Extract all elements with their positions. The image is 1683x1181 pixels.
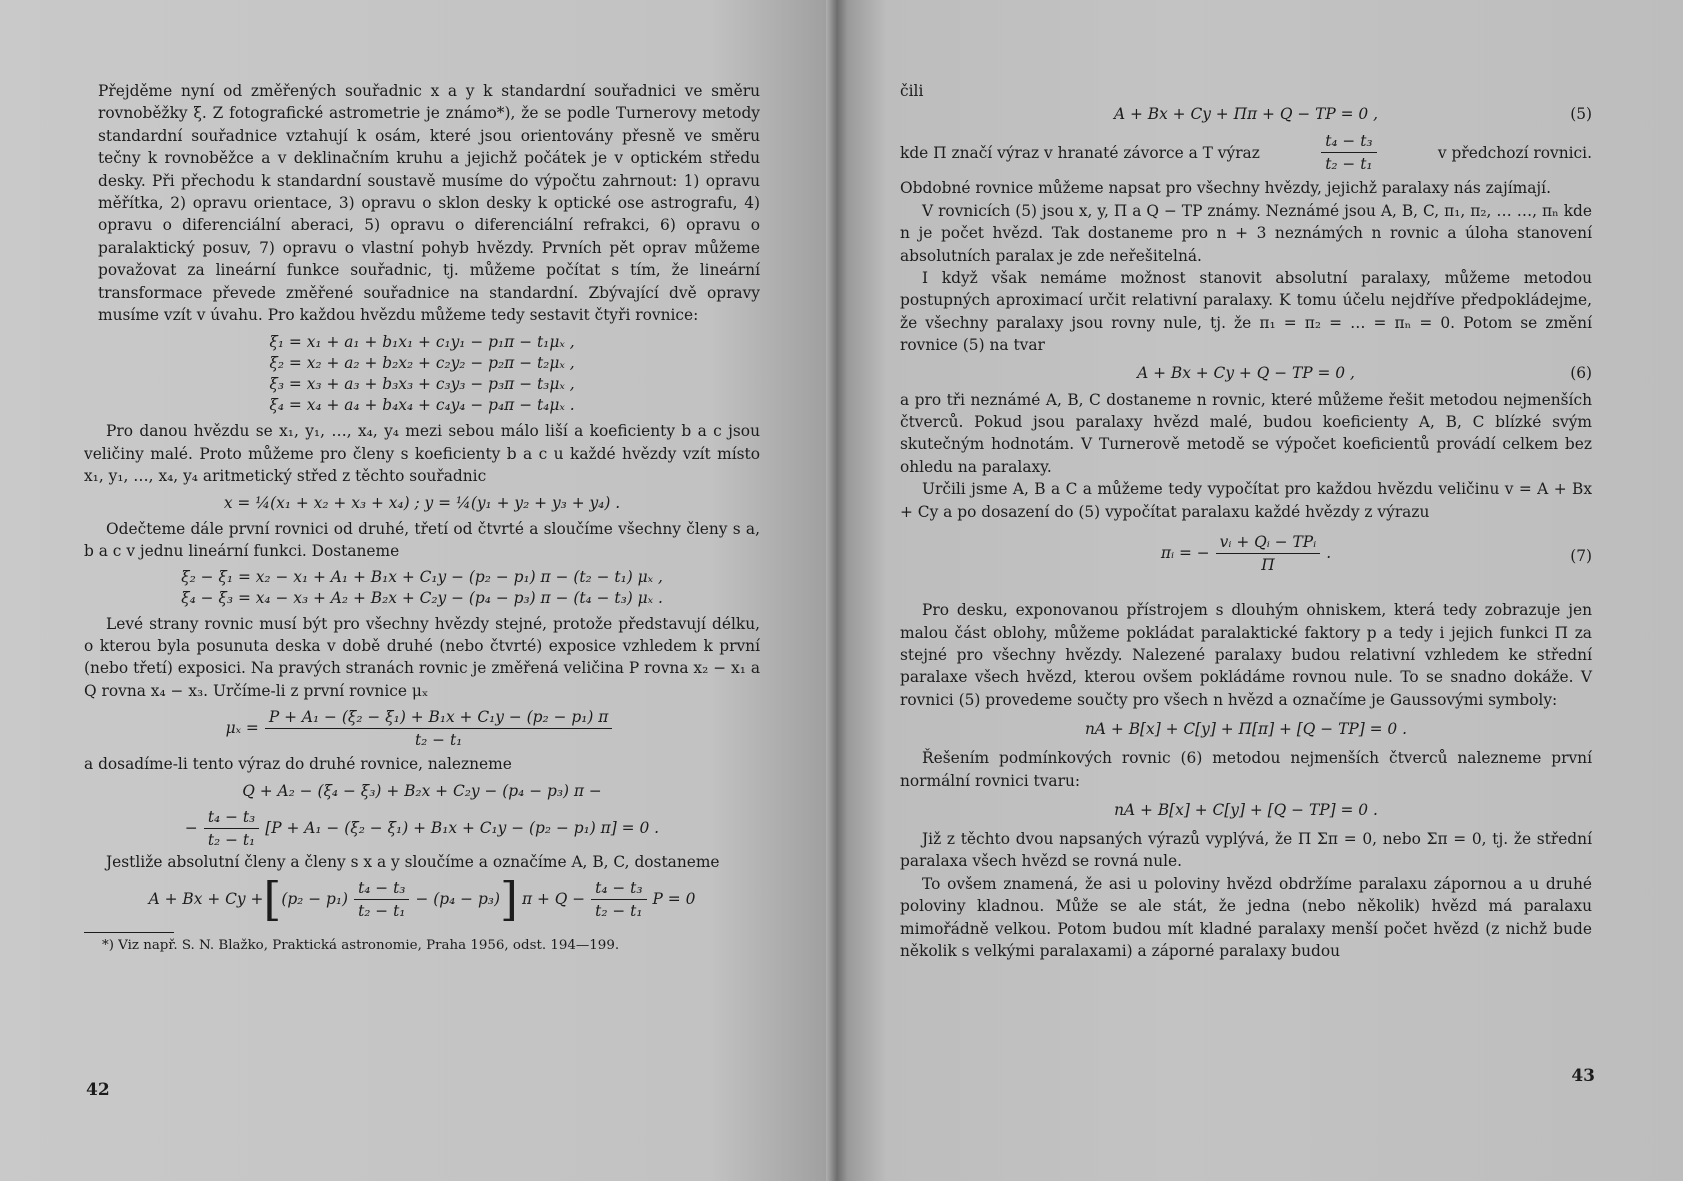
fraction (204, 806, 259, 851)
equation-mu (84, 706, 760, 751)
fraction-numerator: P + A₁ − (ξ₂ − ξ₁) + B₁x + C₁y − (p₂ − p₁) π (265, 706, 613, 729)
paragraph: a pro tři neznámé A, B, C dostaneme n rovnic, které můžeme řešit metodou nejmenších čtverců. Pokud jsou paralaxy hvězd malé, budou koeficienty A, B, C blízké svým skutečným hodnotám. V Turnerově metodě se výpočet koeficientů provádí celkem bez ohledu na paralaxy. (900, 390, 1592, 476)
equation-6 (900, 361, 1592, 385)
fraction-numerator: t₄ − t₃ (354, 877, 409, 900)
equation-gauss-1 (900, 717, 1592, 741)
paragraph: I když však nemáme možnost stanovit absolutní paralaxy, můžeme metodou postupných aproximací určit relativní paralaxy. K tomu účelu nejdříve předpokládejme, že všechny paralaxy jsou rovny nule, tj. že π₁ = π₂ = … = πₙ = 0. Potom se změní rovnice (5) na tvar (900, 269, 1592, 355)
paragraph-part: kde Π značí výraz v hranaté závorce a T výraz (900, 143, 1260, 162)
paragraph (900, 130, 1592, 175)
paragraph: V rovnicích (5) jsou x, y, Π a Q − TP známy. Neznámé jsou A, B, C, π₁, π₂, … …, πₙ kde n je počet hvězd. Tak dostaneme pro n + 3 neznámých n rovnic a úloha stanovení absolutních paralax je zde neřešitelná. (900, 201, 1592, 265)
equation-number: (7) (1570, 547, 1592, 566)
fraction (1216, 531, 1321, 576)
equation-part: (p₂ − p₁) (281, 890, 349, 909)
equation-gauss-2 (900, 798, 1592, 822)
bracket-close-icon: ] (499, 872, 518, 927)
paragraph: a dosadíme-li tento výraz do druhé rovnice, nalezneme (84, 755, 512, 774)
equation: ξ₁ = x₁ + a₁ + b₁x₁ + c₁y₁ − p₁π − t₁μₓ , (269, 333, 575, 352)
fraction (591, 877, 646, 922)
equation-final (84, 872, 760, 927)
fraction-numerator: t₄ − t₃ (1321, 130, 1376, 153)
fraction-numerator: vᵢ + Qᵢ − TPᵢ (1216, 531, 1321, 554)
paragraph: Pro danou hvězdu se x₁, y₁, …, x₄, y₄ mezi sebou málo liší a koeficienty b a c jsou veličiny malé. Proto můžeme pro členy s koeficienty b a c u každé hvězdy vzít místo x₁, y₁, …, x₄, y₄ aritmetický střed z těchto souřadnic (84, 422, 760, 486)
page-number: 43 (1571, 1066, 1595, 1086)
equation-sub2 (84, 806, 760, 851)
equation: nA + B[x] + C[y] + [Q − TP] = 0 . (1114, 800, 1378, 819)
equation-part: − (p₄ − p₃) (415, 890, 500, 909)
fraction-denominator: t₂ − t₁ (414, 731, 463, 750)
footnote: *) Viz např. S. N. Blažko, Praktická astronomie, Praha 1956, odst. 194—199. (102, 937, 620, 953)
equation: ξ₄ − ξ₃ = x₄ − x₃ + A₂ + B₂x + C₂y − (p₄ − p₃) π − (t₄ − t₃) μₓ . (181, 588, 663, 607)
right-page (836, 0, 1683, 1181)
fraction-numerator: t₄ − t₃ (204, 806, 259, 829)
equation (900, 531, 1592, 576)
paragraph: čili (900, 82, 924, 100)
paragraph: To ovšem znamená, že asi u poloviny hvězd obdržíme paralaxu zápornou a u druhé poloviny kladnou. Může se ale stát, že jedna (nebo několik) hvězd má paralaxu mimořádně velkou. Potom budou mít kladné paralaxy menší počet hvězd (z nichž bude několik s velkými paralaxami) a záporné paralaxy budou (900, 874, 1592, 960)
equation-part: π + Q − (521, 890, 586, 909)
equation-system (84, 567, 760, 609)
fraction-denominator: t₂ − t₁ (358, 901, 406, 920)
left-page (0, 0, 836, 1181)
equation (84, 491, 760, 515)
bracket-open-icon: [ (263, 872, 282, 927)
book-gutter (826, 0, 848, 1181)
paragraph-part: v předchozí rovnici. (1437, 143, 1592, 162)
equation-number: (5) (1570, 105, 1592, 124)
paragraph: Jestliže absolutní členy a členy s x a y sloučíme a označíme A, B, C, dostaneme (106, 852, 720, 871)
equation-number: (6) (1570, 363, 1592, 382)
fraction-denominator: Π (1261, 556, 1275, 575)
paragraph: Určili jsme A, B a C a můžeme tedy vypočítat pro každou hvězdu veličinu v = A + Bx + Cy a po dosazení do (5) vypočítat paralaxu každé hvězdy z výrazu (900, 480, 1592, 521)
paragraph: Řešením podmínkových rovnic (6) metodou nejmenších čtverců nalezneme první normální rovnici tvaru: (900, 749, 1592, 790)
minus-sign: − (184, 818, 198, 837)
fraction (1321, 130, 1376, 175)
equation-mean: x = ¼(x₁ + x₂ + x₃ + x₄) ; y = ¼(y₁ + y₂ + y₃ + y₄) . (223, 493, 621, 512)
paragraph: Přejděme nyní od změřených souřadnic x a y k standardní souřadnici ve směru rovnoběžky ξ. Z fotografické astrometrie je známo*), že se podle Turnerovy metody standardní souřadnice vztahují k osám, které jsou orientovány přesně ve směru tečny k rovnoběžce a v deklinačním kruhu a jejichž počátek je v optickém středu desky. Při přechodu k standardní soustavě musíme do výpočtu zahrnout: 1) opravu měřítka, 2) opravu orientace, 3) opravu o sklon desky k optické ose astrografu, 4) opravu o diferenciální aberaci, 5) opravu o diferenciální refrakci, 6) opravu o paralaktický posuv, 7) opravu o vlastní pohyb hvězdy. Prvních pět oprav můžeme považovat za lineární funkce souřadnic, tj. můžeme počítat s tím, že lineární transformace převede změřené souřadnice na standardní. Zbývající dvě opravy musíme vzít v úvahu. Pro každou hvězdu můžeme tedy sestavit čtyři rovnice: (98, 82, 760, 325)
equation-lhs: πᵢ = − (1160, 544, 1210, 563)
page-number: 42 (86, 1080, 110, 1100)
equation: A + Bx + Cy + Q − TP = 0 , (1137, 363, 1355, 382)
equation (84, 779, 760, 803)
equation-5 (900, 102, 1592, 126)
equation: ξ₂ − ξ₁ = x₂ − x₁ + A₁ + B₁x + C₁y − (p₂ − p₁) π − (t₂ − t₁) μₓ , (181, 567, 663, 586)
left-page-text (84, 80, 760, 955)
equation-part: A + Bx + Cy + (148, 890, 264, 909)
footnote-divider (84, 932, 174, 933)
paragraph: Levé strany rovnic musí být pro všechny hvězdy stejné, protože představují délku, o kterou byla posunuta deska v době druhé (nebo čtvrté) exposice vzhledem k první (nebo třetí) exposici. Na pravých stranách rovnic je změřená veličina P rovna x₂ − x₁ a Q rovna x₄ − x₃. Určíme-li z první rovnice μₓ (84, 614, 760, 700)
fraction-denominator: t₂ − t₁ (595, 901, 643, 920)
right-page-text (900, 80, 1592, 962)
fraction-denominator: t₂ − t₁ (207, 830, 256, 849)
equation-rest: [P + A₁ − (ξ₂ − ξ₁) + B₁x + C₁y − (p₂ − p₁) π] = 0 . (265, 818, 660, 837)
equation-dot: . (1326, 544, 1332, 563)
fraction-numerator: t₄ − t₃ (591, 877, 646, 900)
equation-lhs: μₓ = (225, 719, 259, 738)
paragraph: Pro desku, exponovanou přístrojem s dlouhým ohniskem, která tedy zobrazuje jen malou část oblohy, můžeme pokládat paralaktické faktory p a tedy i jejich funkci Π za stejné pro všechny hvězdy. Nalezené paralaxy budou relativní vzhledem ke střední paralaxe všech hvězd, kterou ovšem pokládáme rovnou nule. To se snadno dokáže. V rovnici (5) provedeme součty pro všech n hvězd a označíme je Gaussovými symboly: (900, 601, 1592, 709)
fraction-denominator: t₂ − t₁ (1325, 155, 1373, 174)
paragraph: Již z těchto dvou napsaných výrazů vyplývá, že Π Σπ = 0, nebo Σπ = 0, tj. že střední paralaxa všech hvězd se rovná nule. (900, 829, 1592, 871)
equation-system (84, 332, 760, 416)
fraction (354, 877, 409, 922)
equation: ξ₂ = x₂ + a₂ + b₂x₂ + c₂y₂ − p₂π − t₂μₓ , (269, 354, 575, 373)
paragraph: Odečteme dále první rovnici od druhé, třetí od čtvrté a sloučíme všechny členy s a, b a c v jednu lineární funkci. Dostaneme (84, 519, 760, 561)
equation: ξ₄ = x₄ + a₄ + b₄x₄ + c₄y₄ − p₄π − t₄μₓ . (269, 396, 575, 415)
equation-7 (900, 529, 1592, 587)
paragraph: Obdobné rovnice můžeme napsat pro všechny hvězdy, jejichž paralaxy nás zajímají. (900, 179, 1551, 198)
equation: A + Bx + Cy + Ππ + Q − TP = 0 , (1113, 105, 1378, 124)
equation: ξ₃ = x₃ + a₃ + b₃x₃ + c₃y₃ − p₃π − t₃μₓ , (269, 375, 575, 394)
equation: nA + B[x] + C[y] + Π[π] + [Q − TP] = 0 . (1085, 720, 1407, 739)
fraction (265, 706, 613, 751)
equation-part: P = 0 (652, 890, 696, 909)
equation-sub1: Q + A₂ − (ξ₄ − ξ₃) + B₂x + C₂y − (p₄ − p₃) π − (242, 781, 602, 800)
